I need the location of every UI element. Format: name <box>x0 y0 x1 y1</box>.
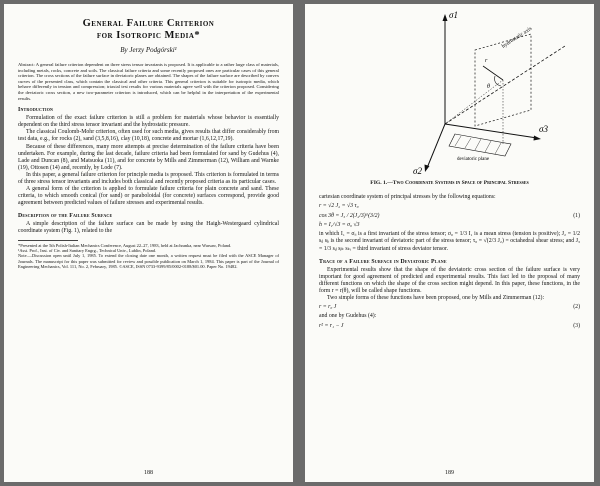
equation-1b-text: cos 3θ = J₃ / 2(J₂/3)^(3/2) <box>319 212 380 219</box>
section-heading-deviatoric-trace: Trace of a Failure Surface in Deviatoric Plane <box>319 258 447 265</box>
page-number-left: 188 <box>144 470 153 476</box>
equation-2-number: (2) <box>573 304 580 311</box>
sigma2-arrowhead <box>425 165 430 173</box>
sigma3-arrowhead <box>534 136 542 141</box>
equation-1c <box>319 222 580 229</box>
paper-title <box>4 18 293 42</box>
equation-2-text: r = r₀ J <box>319 304 337 311</box>
between-equations-text: and one by Gudehus (4): <box>319 313 377 320</box>
equation-3 <box>319 323 580 330</box>
author: By Jerzy Podgórski¹ <box>120 46 177 54</box>
equation-1b <box>319 213 580 220</box>
projection-line <box>445 80 503 124</box>
intro-paragraph-5: A general form of the criterion is applied to formulate failure criteria for plain concrete and sand. These criteria, to which smooth conical (for sand) or paraboloidal (for concrete) surfaces correspond, provide good agreement between predicted values of failure stresses and experimental results. <box>18 186 279 207</box>
deviatoric-paragraph-2: Two simple forms of these functions have been proposed, one by Mills and Zimmerman (12): <box>327 294 545 301</box>
equation-1a <box>319 203 580 210</box>
section-heading-introduction: Introduction <box>18 107 54 114</box>
sigma1-label: σ1 <box>449 10 458 20</box>
left-page <box>4 4 293 482</box>
sigma1-arrowhead <box>443 14 448 21</box>
right-page-body <box>305 194 594 332</box>
footnote-3: Note.—Discussion open until July 1, 1985. To extend the closing date one month, a written request must be filed with the ASCE Manager of Journals. The manuscript for this paper was submitted for review and possible publication on March 1, 1984. This paper is part of the Journal of Engineering Mechanics, Vol. 111, No. 2, February, 1985. ©ASCE, ISSN 0733-9399/85/0002-0188/$01.00. Paper No. 19482. <box>18 253 279 270</box>
footnote-1: *Presented at the 5th Polish-Italian Mechanics Conference, August 22–27, 1983, held at Jachranka, near Warsaw, Poland. <box>18 242 232 248</box>
invariants-paragraph: in which I₁ = σᵢᵢ is a first invariant of the stress tensor; σ₀ = 1/3 I₁ is a mean stress (tension is positive); J₂ = 1/2 sᵢⱼ sⱼᵢ is the second invariant of deviatoric part of the stress tensor; τ₀ = √(2/3 J₂) = octahedral shear stress; and J₃ = 1/3 sᵢⱼ sⱼₖ sₖᵢ = third invariant of stress deviator tensor. <box>319 231 580 252</box>
intro-paragraph-3: Because of these differences, many more attempts at precise determination of the failure criteria have been undertaken. For example, during the last decade, failure criteria had been formulated for sand by Gudehus (4), Lade and Duncan (8), and Matsuoka (11), and for concrete by Mills and Zimmerman (12), William and Warnke (19), Ottosen (14) and, recently, by Lode (7). <box>18 143 279 171</box>
hydrostatic-label: hydrostatic axis <box>500 25 534 50</box>
r-label: r <box>485 58 488 64</box>
sigma2-label: σ2 <box>413 166 422 176</box>
intro-paragraph-2: The classical Coulomb-Mohr criterion, often used for such media, gives results that differ considerably from test data, e.g., for rocks (2), sand (3,5,8,16), clay (10,18), concrete and mortar (1,6,12,17,19). <box>18 129 279 143</box>
page-number-right: 189 <box>445 470 454 476</box>
intro-paragraph-1: Formulation of the exact failure criterion is still a problem for materials whose behavior is essentially dependent on the third stress tensor invariant and the hydrostatic pressure. <box>18 115 279 129</box>
equation-3-text: r² = r₁ − J <box>319 322 344 329</box>
equation-1c-text: h = I₁/√3 = σ₀ √3 <box>319 221 360 228</box>
sigma3-axis <box>445 124 537 138</box>
figure-1 <box>335 6 575 178</box>
title-line-1: General Failure Criterion <box>82 18 215 29</box>
footnotes <box>18 243 279 270</box>
deviatoric-vector <box>483 66 503 80</box>
footnote-rule <box>18 240 78 241</box>
sigma2-axis <box>427 124 445 168</box>
intro-paragraph-4: In this paper, a general failure criterion for principle media is proposed. This criterion is formulated in terms of three stress tensor invariants and includes both classical and recently proposed criteria as its particular cases. <box>18 171 279 185</box>
equation-3-number: (3) <box>573 322 580 329</box>
abstract: Abstract: A general failure criterion dependent on three stress tensor invariants is proposed. It is applicable to a rather large class of materials, including metals, rocks, concrete and soils. The classical failure criteria and some recently proposed ones are particular cases of this general criterion. The cross sections of the failure surface in deviatoric planes are obtained. The shapes of the failure surface are described by convex curves of the presented class, which contain the classical and other criteria. This general criterion is suitable for isotropic media, which behave differently in tension and compression; triaxial test results for various materials agree well with the criterion proposed. Considering the deviatoric cross section, a new two-parameter criterion is introduced, which can be helpful in the interpretation of the experimental results. <box>18 62 279 101</box>
equation-2 <box>319 304 580 311</box>
equation-1a-text: r = √2 J₂ = √3 τ₀ <box>319 203 359 210</box>
right-page <box>305 4 594 482</box>
section-heading-failure-surface: Description of the Failure Surface <box>18 213 113 220</box>
equations-intro: cartesian coordinate system of principal stresses by the following equations: <box>319 194 496 200</box>
title-line-2: for Isotropic Media* <box>96 30 201 41</box>
theta-label: θ <box>487 84 490 90</box>
principal-stress-diagram <box>335 6 575 178</box>
equation-1-number: (1) <box>573 212 580 219</box>
lower-plane <box>449 134 511 156</box>
sigma3-label: σ3 <box>539 124 548 134</box>
deviatoric-label: deviatoric plane <box>457 157 490 162</box>
footnote-2: ¹Asst. Prof., Inst. of Civ. and Sanitary Engrg., Technical Univ., Lublin, Poland. <box>18 247 157 253</box>
deviatoric-paragraph-1: Experimental results show that the shape of the deviatoric cross section of the failure surface is very important for good agreement of predicted and experimental results. This fact led to the proposal of many different functions on which the shape of the cross section might depend. In this paper, these functions, in the form r = r(θ), will be called shape functions. <box>319 266 580 294</box>
failure-surface-paragraph: A simple description of the failure surface can be made by using the Haigh-Westergaard cylindrical coordinate system (Fig. 1), related to the <box>18 221 279 235</box>
figure-caption: FIG. 1.—Two Coordinate Systems in Space of Principal Stresses <box>370 180 529 186</box>
hydrostatic-axis <box>445 46 565 124</box>
